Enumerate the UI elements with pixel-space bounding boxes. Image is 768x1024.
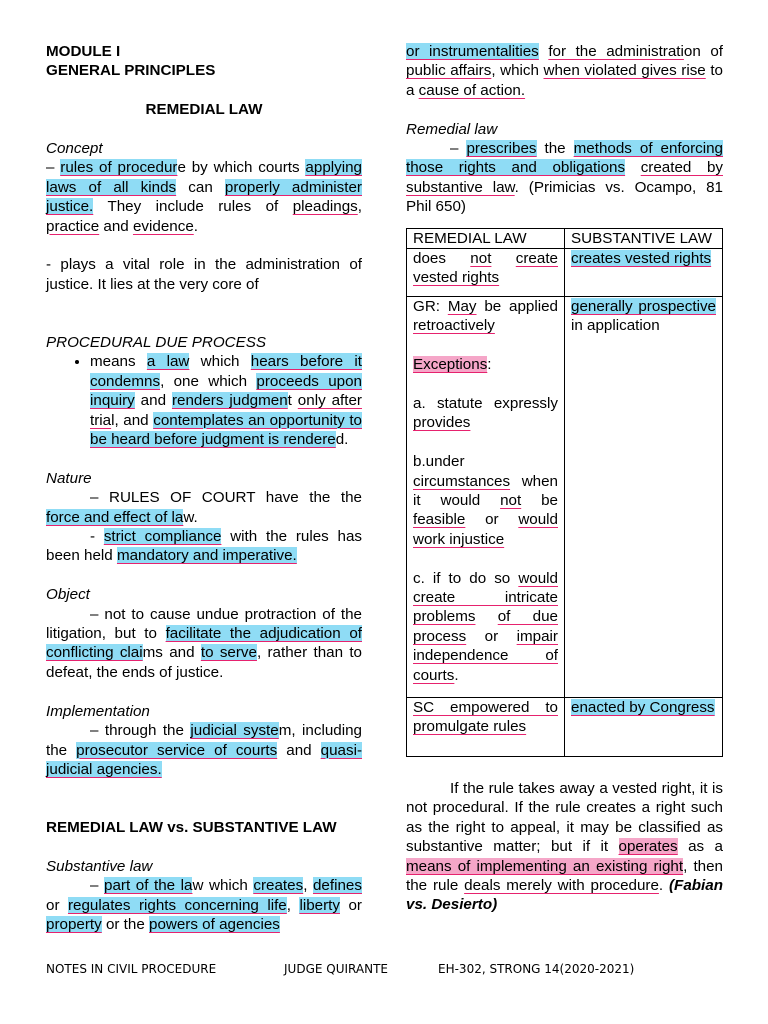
closing-paragraph <box>406 779 723 915</box>
text-segment: d. <box>335 431 349 449</box>
highlighted-text: public affairs <box>406 62 492 80</box>
highlighted-text: not <box>500 492 522 510</box>
text-segment: or <box>46 896 68 914</box>
text-segment: with the rules has been held <box>46 528 362 565</box>
highlighted-text: defines <box>312 877 362 895</box>
module-number: MODULE I <box>46 43 121 60</box>
text-segment: . (Primicias vs. Ocampo, 81 Phil 650) <box>406 178 724 216</box>
text-segment: . <box>193 217 198 235</box>
highlighted-text: or instrumentalities <box>406 43 539 60</box>
text-segment: . <box>658 877 669 895</box>
page-footer <box>46 962 646 978</box>
highlighted-text: prosecutor service of courts <box>76 741 278 759</box>
highlighted-text: proceeds upon inquiry <box>90 372 362 410</box>
highlighted-text: generally prospective <box>571 298 716 316</box>
text-segment: and <box>277 741 321 759</box>
highlighted-text: only after tria <box>90 392 362 429</box>
comparison-table <box>406 228 723 757</box>
highlighted-text: part of the la <box>104 877 193 895</box>
highlighted-text: SC empowered to promulgate rules <box>413 699 558 736</box>
text-segment: means <box>90 353 147 371</box>
due-process-bullet <box>90 352 362 449</box>
highlighted-text: pleadings <box>292 198 358 216</box>
highlighted-text: mandatory and imperative. <box>116 547 297 565</box>
highlighted-text: practice <box>46 217 100 235</box>
highlighted-text: renders judgmen <box>171 392 288 410</box>
cell-remedial-vested <box>407 249 565 297</box>
text-segment: , one which <box>160 372 257 390</box>
remedial-heading: Remedial law <box>406 120 498 138</box>
text-segment: – <box>46 159 61 177</box>
text-segment: or the <box>101 916 149 934</box>
text-segment: – RULES OF COURT have the the <box>90 489 362 507</box>
text-segment: in application <box>571 317 660 335</box>
text-segment: w. <box>183 508 198 526</box>
highlighted-text: created by substantive law <box>406 159 723 196</box>
highlighted-text: feasible <box>413 511 466 529</box>
text-segment <box>491 250 515 267</box>
highlighted-text: provides <box>413 414 471 432</box>
text-segment: , <box>286 896 300 914</box>
text-segment: , rather than to defeat, the ends of justice. <box>46 644 363 681</box>
text-segment: e by which courts <box>177 159 306 177</box>
text-segment: w which <box>192 877 254 895</box>
cell-substantive-vested <box>565 249 723 297</box>
text-segment: and <box>134 392 172 410</box>
nature-paragraph-1 <box>46 488 362 527</box>
exception-c <box>413 569 558 685</box>
text-segment: can <box>176 178 225 196</box>
text-segment: or <box>465 511 519 529</box>
cell-remedial-sc <box>407 698 565 757</box>
due-process-heading: PROCEDURAL DUE PROCESS <box>46 334 266 352</box>
cell-substantive-congress <box>565 698 723 757</box>
footer-section: EH-302, STRONG 14(2020-2021) <box>438 962 635 976</box>
text-segment: to a <box>406 62 723 99</box>
highlighted-text: a law <box>146 353 190 371</box>
text-segment: , <box>303 877 313 895</box>
implementation-paragraph <box>46 721 362 779</box>
exception-a <box>413 394 558 433</box>
highlighted-text: regulates rights concerning life <box>67 896 287 914</box>
text-segment: ms and <box>142 644 201 662</box>
text-segment: c. if to do so <box>413 569 519 587</box>
module-title: GENERAL PRINCIPLES <box>46 62 216 80</box>
text-segment: , <box>357 198 362 216</box>
highlighted-text: enacted by Congress <box>571 699 715 717</box>
text-segment: t <box>287 392 298 410</box>
text-segment: GR: <box>413 298 448 316</box>
highlighted-text: liberty <box>299 896 340 914</box>
right-column <box>406 42 723 915</box>
highlighted-text: force and effect of la <box>46 508 184 526</box>
text-segment: – through the <box>90 722 191 740</box>
text-segment: – <box>90 877 105 895</box>
highlighted-text: to serve <box>200 644 257 662</box>
substantive-continuation <box>406 42 723 100</box>
text-segment: or <box>339 896 362 914</box>
highlighted-text: of due process <box>413 608 558 645</box>
text-segment: does <box>413 250 471 268</box>
role-paragraph: - plays a vital role in the administration of justice. It lies at the very core of <box>46 256 362 293</box>
left-column <box>46 42 362 935</box>
substantive-paragraph <box>46 876 362 934</box>
footer-author: JUDGE QUIRANTE <box>284 962 388 976</box>
text-segment: – <box>450 140 467 158</box>
cell-substantive-prospective <box>565 297 723 698</box>
nature-paragraph-2 <box>46 527 362 566</box>
highlighted-text: strict compliance <box>103 528 222 546</box>
text-segment: If the rule takes away a vested right, it is not procedural. If the rule creates a right such as the right to appeal, it may be classified as substantive matter; but if it <box>406 780 723 856</box>
highlighted-text: deals merely with procedure <box>464 877 659 895</box>
highlighted-text: applying laws of all kinds <box>46 159 362 196</box>
nature-heading: Nature <box>46 469 92 487</box>
substantive-heading: Substantive law <box>46 857 153 875</box>
section-title-remedial-law: REMEDIAL LAW <box>145 101 263 119</box>
highlighted-text: methods of enforcing those rights and obligations <box>406 140 724 177</box>
header-substantive: SUBSTANTIVE LAW <box>565 228 723 248</box>
highlighted-text: creates vested rights <box>571 250 712 268</box>
cell-remedial-retroactivity <box>407 297 565 698</box>
text-segment: which <box>189 353 251 371</box>
highlighted-text: judicial syste <box>190 722 279 740</box>
text-segment: as a <box>677 838 723 856</box>
highlighted-text: May <box>447 298 477 316</box>
highlighted-text: would work injustice <box>413 511 558 548</box>
highlighted-text: circumstances <box>413 472 511 490</box>
text-segment: be applied <box>476 298 558 316</box>
highlighted-text: for the administrati <box>548 43 684 60</box>
retroactive-rule <box>413 297 558 336</box>
text-segment: , then the rule <box>406 857 724 895</box>
implementation-heading: Implementation <box>46 702 150 720</box>
header-remedial: REMEDIAL LAW <box>407 228 565 248</box>
highlighted-text: prescribes <box>466 140 537 158</box>
text-segment: a. statute expressly <box>413 395 558 413</box>
highlighted-text: impair independence of courts <box>413 627 558 684</box>
text-segment <box>539 43 549 60</box>
text-segment: b.under <box>413 453 465 471</box>
highlighted-text: retroactively <box>413 317 495 335</box>
highlighted-text: means of implementing an existing right <box>406 857 684 875</box>
concept-heading: Concept <box>46 140 103 157</box>
text-segment: - <box>90 528 104 546</box>
text-segment: the <box>536 140 574 158</box>
text-segment: . <box>454 666 459 684</box>
highlighted-text: would create intricate problems <box>413 569 558 626</box>
object-heading: Object <box>46 586 90 604</box>
text-segment: , which <box>491 62 544 80</box>
highlighted-text: properly administer justice. <box>46 178 362 216</box>
highlighted-text: powers of agencies <box>149 916 280 934</box>
text-segment: on of <box>683 43 723 60</box>
highlighted-text: when violated gives rise <box>543 62 706 80</box>
text-segment: when it would <box>413 472 558 510</box>
highlighted-text: quasi-judicial agencies. <box>46 741 363 778</box>
text-segment: or <box>466 627 517 645</box>
highlighted-text: operates <box>618 838 678 856</box>
highlighted-text: cause of action. <box>418 81 526 99</box>
remedial-paragraph <box>406 139 723 217</box>
footer-course: NOTES IN CIVIL PROCEDURE <box>46 962 217 976</box>
text-segment <box>625 159 641 176</box>
table-row <box>407 249 723 297</box>
highlighted-text: hears before it condemns <box>90 353 362 390</box>
due-process-list <box>46 352 362 449</box>
text-segment: – not to cause undue protraction of the litigation, but to <box>46 605 362 643</box>
exception-b <box>413 452 558 549</box>
highlighted-text: property <box>46 916 102 934</box>
highlighted-text: facilitate the adjudication of conflicting clai <box>46 625 362 662</box>
highlighted-text: not <box>470 250 492 268</box>
highlighted-text: contemplates an opportunity to be heard before judgment is rendere <box>90 411 362 449</box>
highlighted-text: rules of procedur <box>60 159 178 177</box>
text-segment: m, including the <box>46 722 362 759</box>
concept-paragraph <box>46 158 362 236</box>
highlighted-text: creates <box>253 877 304 895</box>
table-row <box>407 698 723 757</box>
highlighted-text: (Fabian vs. Desierto) <box>406 877 723 914</box>
table-row <box>407 297 723 698</box>
text-segment: and <box>99 217 133 235</box>
text-segment: be <box>521 492 558 510</box>
highlighted-text: create vested rights <box>413 250 558 287</box>
comparison-heading: REMEDIAL LAW vs. SUBSTANTIVE LAW <box>46 819 337 837</box>
text-segment: They include rules of <box>93 198 293 216</box>
table-header-row <box>407 228 723 248</box>
highlighted-text: evidence <box>132 217 194 235</box>
text-segment: l, and <box>111 411 154 429</box>
exceptions-label: Exceptions: <box>413 356 492 374</box>
text-segment <box>475 608 497 625</box>
object-paragraph <box>46 605 362 683</box>
